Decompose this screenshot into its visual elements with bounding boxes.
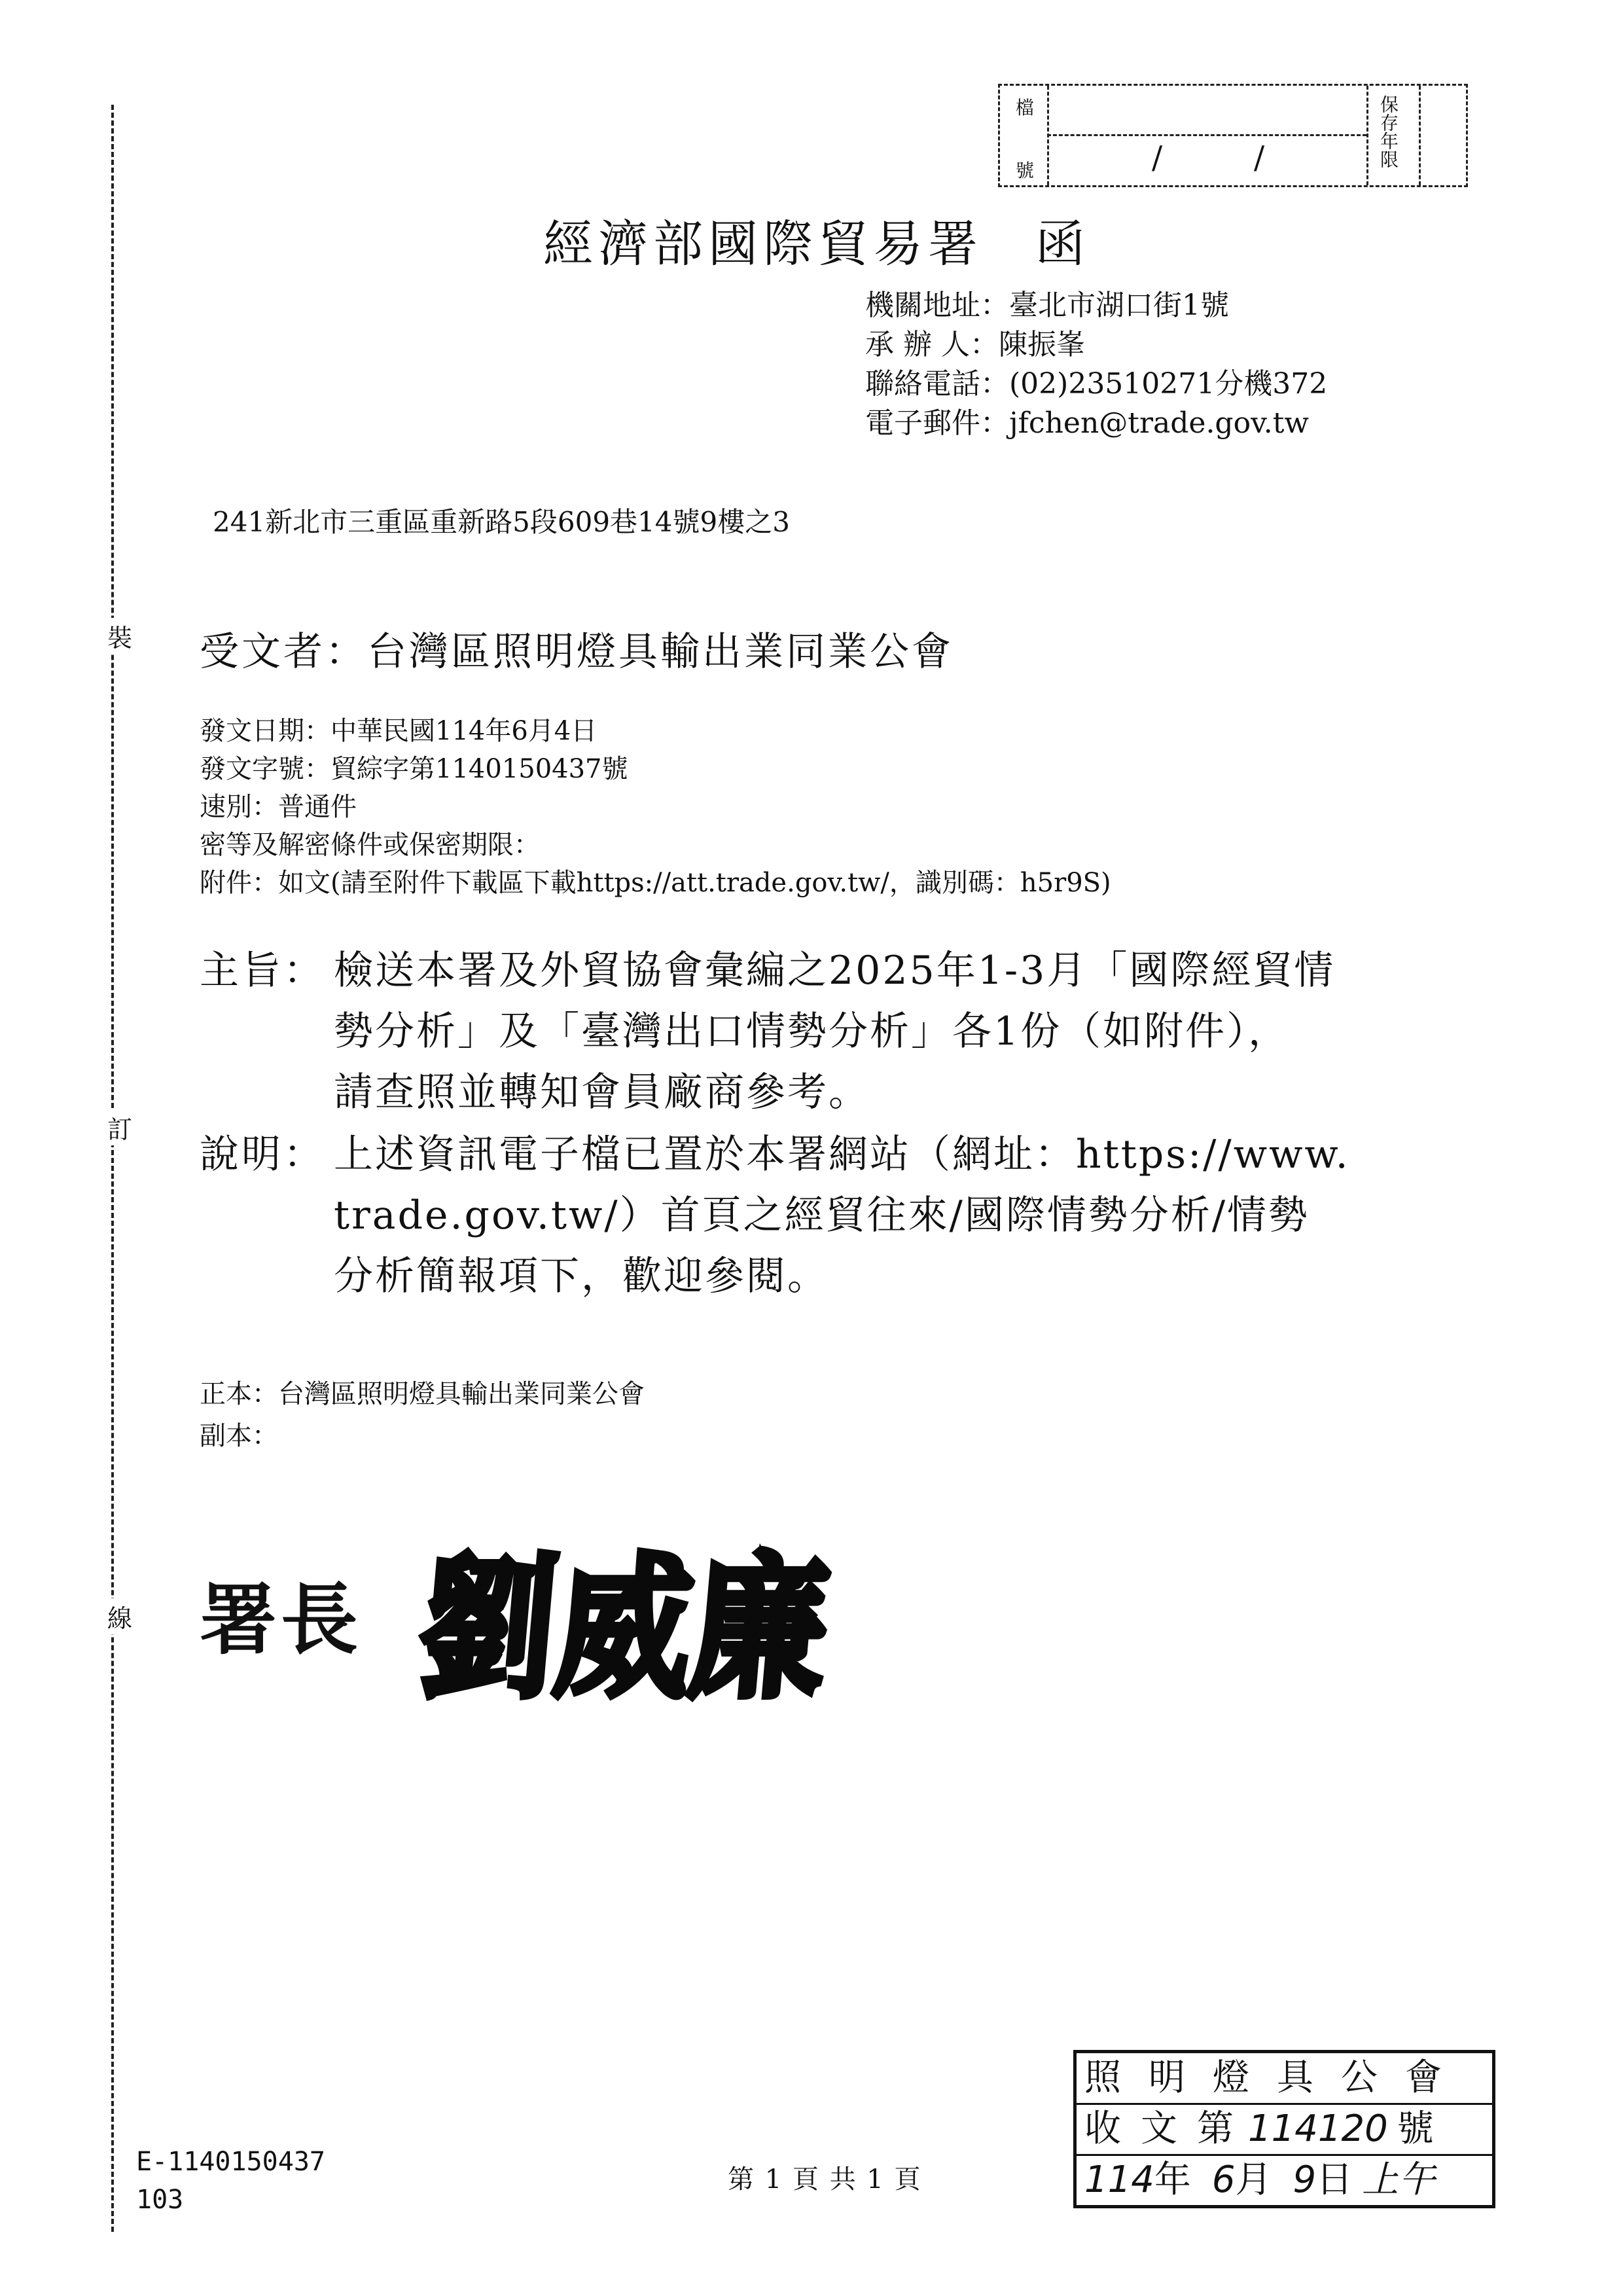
binding-line (111, 105, 114, 2232)
document-title (543, 204, 1090, 276)
filing-label-bottom: 號 (1016, 160, 1035, 181)
contact-officer: 承 辦 人：陳振峯 (865, 328, 1085, 361)
contact-address: 機關地址：臺北市湖口街1號 (865, 289, 1229, 322)
svg-text:劉威廉: 劉威廉 (413, 1537, 891, 1719)
recipient: 受文者：台灣區照明燈具輸出業同業公會 (200, 629, 954, 675)
footer-document-number: E-1140150437 (136, 2147, 325, 2177)
explanation-line: 分析簡報項下，歡迎參閱。 (334, 1253, 829, 1299)
subject-label: 主旨： (200, 948, 325, 994)
signature-seal (413, 1505, 891, 1721)
filing-box-divider (1366, 86, 1368, 185)
urgency: 速別：普通件 (200, 792, 357, 822)
margin-mark-zhuang: 裝 (103, 618, 136, 654)
attachment: 附件：如文(請至附件下載區下載https://att.trade.gov.tw/，識別碼：h5r9S) (200, 868, 1111, 898)
stamp-receipt-date: 114年 6月 9日 上午 (1084, 2159, 1436, 2201)
subject-line: 勢分析」及「臺灣出口情勢分析」各1份（如附件）， (334, 1009, 1290, 1054)
document-number: 發文字號：貿綜字第1140150437號 (200, 754, 628, 784)
agency-name: 經濟部國際貿易署 (543, 215, 983, 273)
classification: 密等及解密條件或保密期限： (200, 830, 540, 860)
filing-label-top: 檔 (1016, 97, 1035, 118)
retention-label: 保存年限 (1378, 95, 1399, 168)
footer-code: 103 (136, 2185, 184, 2215)
stamp-handwritten-number: 114120 (1248, 2108, 1388, 2150)
filing-slash: / (1152, 139, 1163, 176)
original-recipient: 正本：台灣區照明燈具輸出業同業公會 (200, 1379, 645, 1409)
signatory-title: 署長 (200, 1574, 363, 1665)
contact-phone: 聯絡電話：(02)23510271分機372 (865, 367, 1328, 401)
explanation-line: trade.gov.tw/）首頁之經貿往來/國際情勢分析/情勢 (334, 1193, 1310, 1238)
issue-date: 發文日期：中華民國114年6月4日 (200, 716, 597, 746)
filing-box (998, 84, 1468, 187)
subject-line: 檢送本署及外貿協會彙編之2025年1-3月「國際經貿情 (334, 948, 1336, 994)
explanation-label: 說明： (200, 1132, 325, 1177)
stamp-receipt-number: 收 文 第 114120 號 (1084, 2108, 1434, 2150)
page-number: 第 1 頁 共 1 頁 (728, 2164, 922, 2195)
filing-slash: / (1254, 139, 1265, 176)
filing-box-divider (1419, 86, 1421, 185)
copy-recipient: 副本： (200, 1421, 278, 1451)
document-type: 函 (1035, 215, 1090, 273)
contact-email: 電子郵件：jfchen@trade.gov.tw (865, 406, 1310, 440)
receipt-stamp (1073, 2050, 1495, 2208)
explanation-line: 上述資訊電子檔已置於本署網站（網址：https://www. (334, 1132, 1350, 1177)
filing-box-divider (1047, 134, 1366, 136)
subject-line: 請查照並轉知會員廠商參考。 (334, 1069, 870, 1115)
margin-mark-xian: 線 (103, 1598, 136, 1634)
stamp-org: 照 明 燈 具 公 會 (1084, 2058, 1451, 2098)
recipient-address: 241新北市三重區重新路5段609巷14號9樓之3 (213, 506, 790, 538)
margin-mark-ding: 訂 (103, 1109, 136, 1145)
